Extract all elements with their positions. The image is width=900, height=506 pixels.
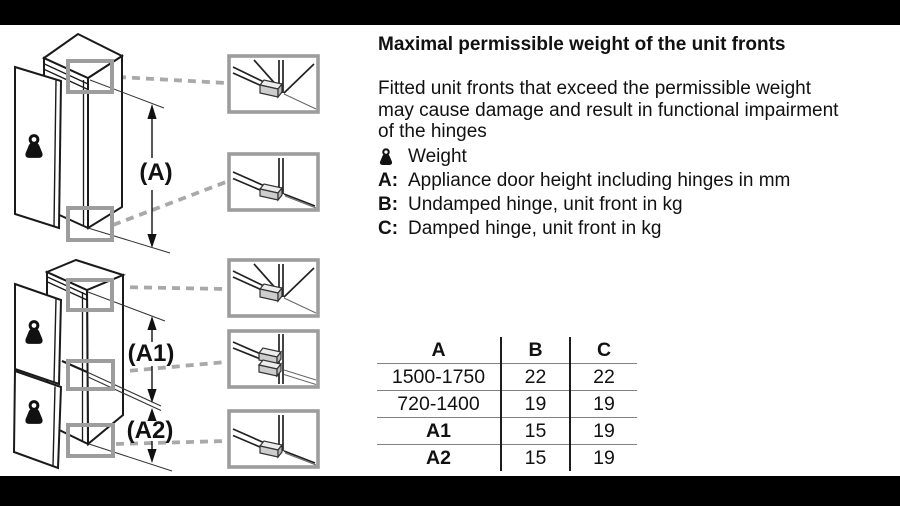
footer-bar — [0, 476, 900, 506]
cell-b: 22 — [501, 364, 570, 391]
cell-b: 15 — [501, 445, 570, 472]
hinge-detail-box — [229, 260, 318, 316]
table-header-row — [377, 337, 637, 364]
cell-c: 19 — [593, 419, 615, 442]
cell-c: 19 — [593, 446, 615, 469]
cell-b: 19 — [501, 391, 570, 418]
figure-double-door — [14, 260, 318, 471]
hinge-detail-box — [229, 331, 318, 387]
table-row — [377, 364, 637, 391]
cell-a: 720-1400 — [397, 392, 480, 415]
hinge-detail-box — [229, 411, 318, 467]
table-header-a: A — [431, 338, 446, 361]
table-header-c: C — [596, 338, 612, 361]
intro-line: may cause damage and result in functional impairment — [378, 99, 839, 121]
weight-table — [377, 337, 637, 471]
legend-item-weight — [378, 145, 790, 169]
legend-label: Appliance door height including hinges in mm — [408, 170, 791, 191]
table-row — [377, 391, 637, 418]
cell-b: 15 — [501, 418, 570, 445]
table-header-b: B — [501, 337, 570, 364]
intro-line: of the hinges — [378, 121, 487, 142]
dimension-label-a1: (A1) — [127, 340, 175, 367]
legend — [378, 145, 790, 241]
cell-a: A2 — [426, 446, 451, 469]
diagram-panel — [0, 0, 345, 506]
page-title: Maximal permissible weight of the unit fronts — [378, 34, 786, 55]
legend-item-b — [378, 193, 790, 217]
appliance-door-upper — [15, 284, 61, 384]
dimension-label-a2: (A2) — [126, 417, 174, 444]
legend-label: Undamped hinge, unit front in kg — [408, 194, 683, 215]
cell-c: 22 — [593, 365, 615, 388]
legend-key: B: — [378, 194, 399, 215]
legend-item-a — [378, 169, 790, 193]
legend-item-c — [378, 217, 790, 241]
table-row — [377, 445, 637, 472]
cell-a: 1500-1750 — [391, 365, 486, 388]
callout-dashed-lines — [113, 77, 226, 225]
intro-line: Fitted unit fronts that exceed the permissible weight — [378, 78, 812, 99]
legend-label: Damped hinge, unit front in kg — [408, 218, 662, 239]
appliance-door — [15, 67, 61, 228]
cell-c: 19 — [593, 392, 615, 415]
hinge-detail-box — [229, 56, 318, 112]
legend-key: A: — [378, 170, 399, 191]
figure-single-door — [15, 34, 318, 253]
hinge-detail-box — [229, 154, 318, 210]
table-row — [377, 418, 637, 445]
cell-a: A1 — [426, 419, 451, 442]
legend-label: Weight — [408, 146, 467, 167]
dimension-label-a: (A) — [139, 159, 173, 186]
legend-key: C: — [378, 218, 399, 239]
intro-paragraph — [378, 78, 838, 143]
appliance-door-lower — [14, 371, 61, 468]
